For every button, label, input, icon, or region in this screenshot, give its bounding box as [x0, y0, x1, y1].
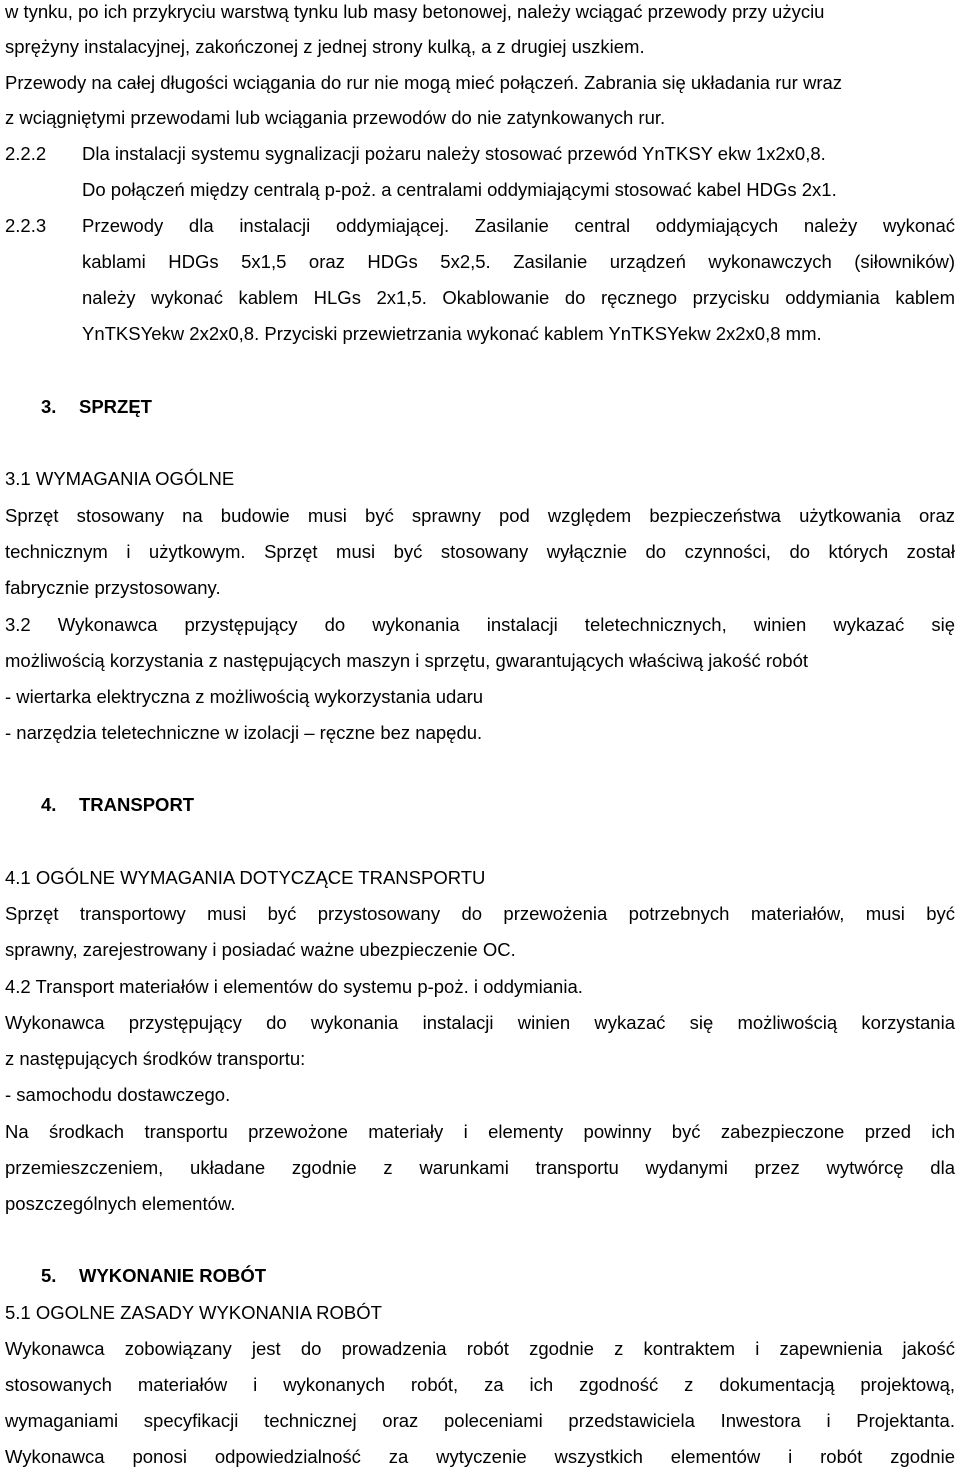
text-line: z wciągniętymi przewodami lub wciągania przewodów do nie zatynkowanych rur. — [5, 107, 666, 128]
section-heading: 3.1 WYMAGANIA OGÓLNE — [5, 468, 235, 489]
text-line: technicznym i użytkowym. Sprzęt musi być stosowany wyłącznie do czynności, do których został — [5, 541, 955, 562]
section-number: 2.2.3 — [5, 215, 47, 236]
text-line: Sprzęt stosowany na budowie musi być sprawny pod względem bezpieczeństwa użytkowania oraz — [5, 505, 955, 526]
text-line: z następujących środków transportu: — [5, 1048, 306, 1069]
text-line: sprężyny instalacyjnej, zakończonej z jednej strony kulką, a z drugiej uszkiem. — [5, 36, 645, 57]
text-line: Na środkach transportu przewożone materiały i elementy powinny być zabezpieczone przed ich — [5, 1121, 955, 1142]
text-line: kablami HDGs 5x1,5 oraz HDGs 5x2,5. Zasilanie urządzeń wykonawczych (siłowników) — [82, 251, 955, 272]
text-line: poszczególnych elementów. — [5, 1193, 236, 1214]
chapter-title: WYKONANIE ROBÓT — [79, 1265, 267, 1286]
list-item: - narzędzia teletechniczne w izolacji – ręczne bez napędu. — [5, 722, 483, 743]
text-line: należy wykonać kablem HLGs 2x1,5. Okablowanie do ręcznego przycisku oddymiania kablem — [82, 287, 955, 308]
text-line: Przewody dla instalacji oddymiającej. Zasilanie central oddymiających należy wykonać — [82, 215, 955, 236]
text-line: 3.2 Wykonawca przystępujący do wykonania instalacji teletechnicznych, winien wykazać się — [5, 614, 955, 635]
text-line: fabrycznie przystosowany. — [5, 577, 221, 598]
text-line: Wykonawca przystępujący do wykonania instalacji winien wykazać się możliwością korzystania — [5, 1012, 955, 1033]
chapter-number: 5. — [41, 1265, 57, 1286]
text-line: YnTKSYekw 2x2x0,8. Przyciski przewietrzania wykonać kablem YnTKSYekw 2x2x0,8 mm. — [82, 323, 822, 344]
chapter-number: 3. — [41, 396, 57, 417]
text-line: przemieszczeniem, układane zgodnie z warunkami transportu wydanymi przez wytwórcę dla — [5, 1157, 955, 1178]
text-line: Wykonawca zobowiązany jest do prowadzenia robót zgodnie z kontraktem i zapewnienia jakość — [5, 1338, 955, 1359]
text-line: Do połączeń między centralą p-poż. a centralami oddymiającymi stosować kabel HDGs 2x1. — [82, 179, 837, 200]
section-heading: 4.1 OGÓLNE WYMAGANIA DOTYCZĄCE TRANSPORTU — [5, 867, 486, 888]
text-line: Dla instalacji systemu sygnalizacji pożaru należy stosować przewód YnTKSY ekw 1x2x0,8. — [82, 143, 826, 164]
text-line: możliwością korzystania z następujących maszyn i sprzętu, gwarantujących właściwą jakość robót — [5, 650, 809, 671]
chapter-title: SPRZĘT — [79, 396, 152, 417]
text-line: w tynku, po ich przykryciu warstwą tynku lub masy betonowej, należy wciągać przewody przy użyciu — [5, 1, 825, 22]
text-line: Przewody na całej długości wciągania do rur nie mogą mieć połączeń. Zabrania się układania rur wraz — [5, 72, 843, 93]
text-line: sprawny, zarejestrowany i posiadać ważne ubezpieczenie OC. — [5, 939, 516, 960]
section-heading: 5.1 OGOLNE ZASADY WYKONANIA ROBÓT — [5, 1302, 382, 1323]
list-item: - wiertarka elektryczna z możliwością wykorzystania udaru — [5, 686, 484, 707]
chapter-title: TRANSPORT — [79, 794, 195, 815]
list-item: - samochodu dostawczego. — [5, 1084, 231, 1105]
text-line: Sprzęt transportowy musi być przystosowany do przewożenia potrzebnych materiałów, musi być — [5, 903, 955, 924]
text-line: stosowanych materiałów i wykonanych robót, za ich zgodność z dokumentacją projektową, — [5, 1374, 955, 1395]
section-heading: 4.2 Transport materiałów i elementów do systemu p-poż. i oddymiania. — [5, 976, 583, 997]
section-number: 2.2.2 — [5, 143, 47, 164]
text-line: Wykonawca ponosi odpowiedzialność za wytyczenie wszystkich elementów i robót zgodnie — [5, 1446, 955, 1467]
text-line: wymaganiami specyfikacji technicznej oraz poleceniami przedstawiciela Inwestora i Projektanta. — [5, 1410, 955, 1431]
chapter-number: 4. — [41, 794, 57, 815]
